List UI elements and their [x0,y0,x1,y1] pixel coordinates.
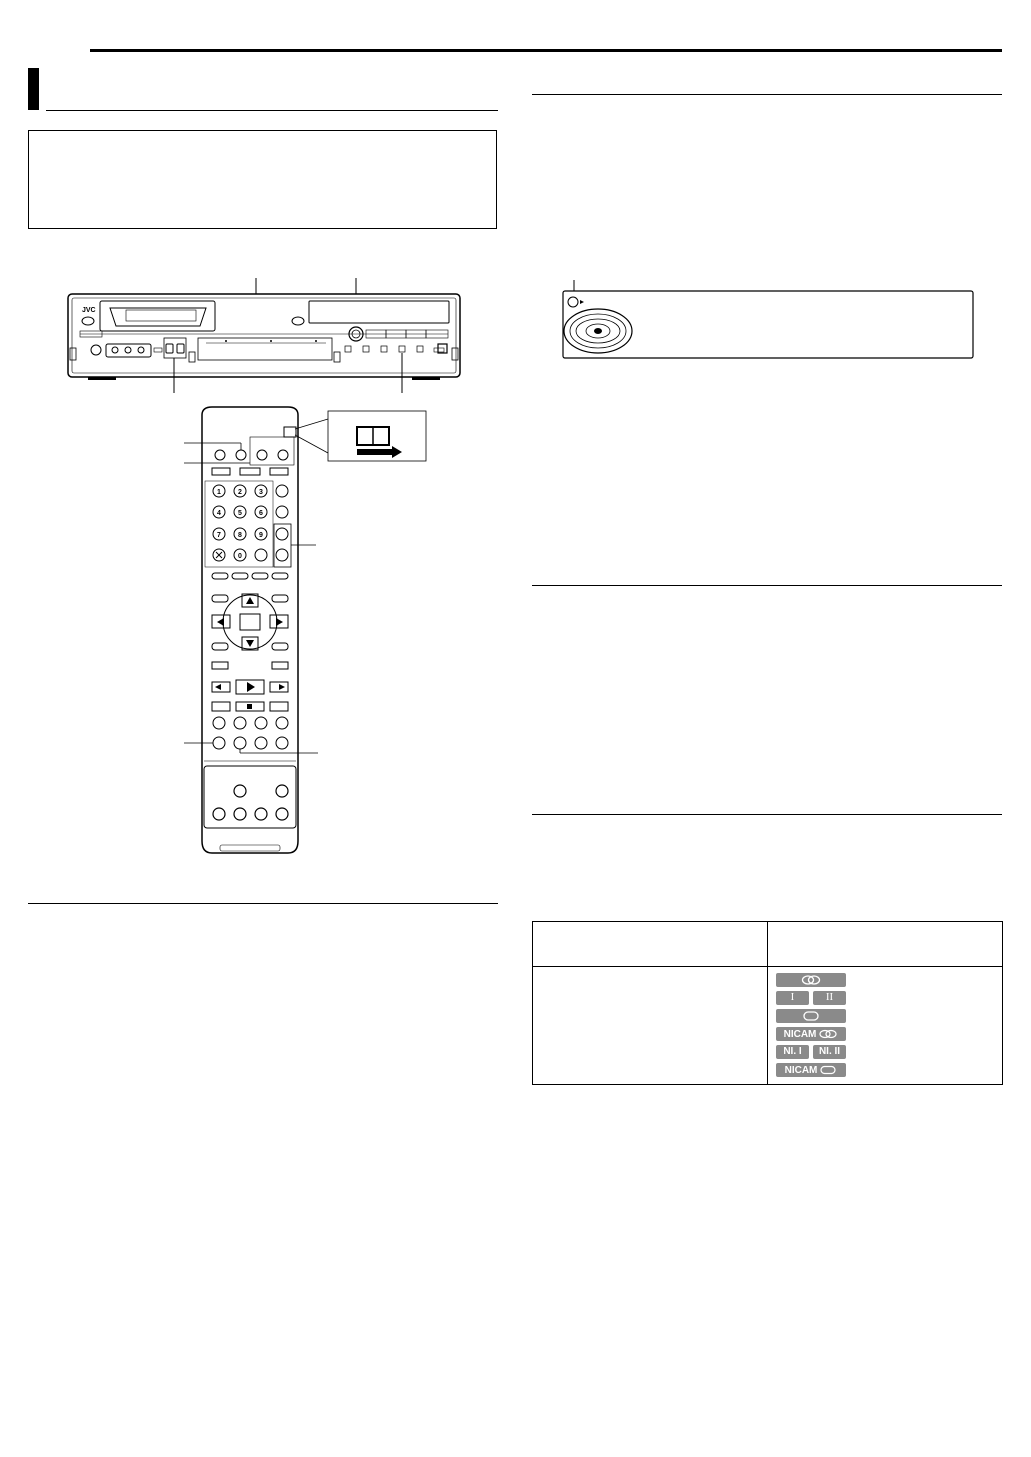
remote-control-illustration [170,405,430,860]
remote-key-5: 5 [238,510,242,517]
bilingual-icon-main: I [776,991,809,1005]
right-section-rule-1 [532,94,1002,95]
jvc-logo: JVC [82,307,96,314]
table-header-divider [532,966,1003,967]
left-section-rule [28,903,498,904]
remote-key-0: 0 [238,553,242,560]
table-column-divider [767,921,768,1085]
right-section-rule-3 [532,814,1002,815]
front-panel-illustration [66,278,462,393]
front-display-illustration [556,278,978,364]
nicam-bilingual-icon-sub: NI. II [813,1045,846,1059]
stereo-icon [776,973,846,987]
nicam-mono-icon [776,1063,846,1077]
remote-key-6: 6 [259,510,263,517]
section-heading-rule [46,110,498,111]
mono-icon [776,1009,846,1023]
remote-key-3: 3 [259,489,263,496]
remote-key-1: 1 [217,489,221,496]
nicam-mono-label: NICAM [784,1064,818,1076]
remote-key-9: 9 [259,532,263,539]
nicam-bilingual-icon-main: NI. I [776,1045,809,1059]
remote-key-7: 7 [217,532,221,539]
remote-key-4: 4 [217,510,221,517]
remote-key-8: 8 [238,532,242,539]
section-marker [28,68,39,110]
remote-key-2: 2 [238,489,242,496]
bilingual-icon-sub: II [813,991,846,1005]
nicam-stereo-label: NICAM [783,1028,817,1040]
nicam-stereo-icon [776,1027,846,1041]
note-box [28,130,497,229]
top-rule [90,49,1002,52]
right-section-rule-2 [532,585,1002,586]
